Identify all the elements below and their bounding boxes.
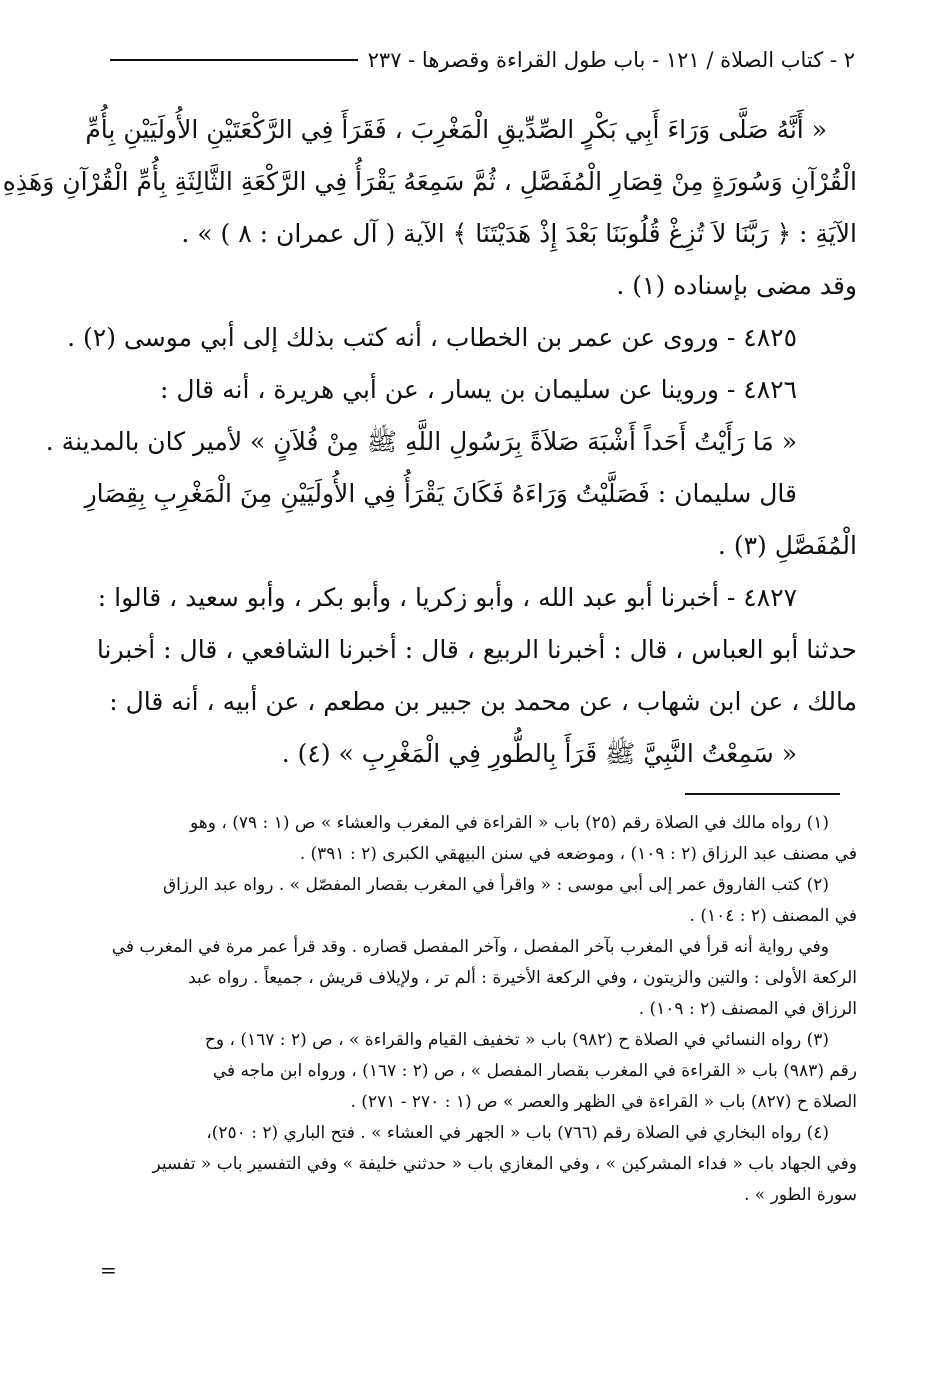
footnote-line: الركعة الأولى : والتين والزيتون ، وفي الركعة الأخيرة : ألم تر ، ولإيلاف قريش ، جميعاً . رواه عبد (188, 968, 857, 988)
text-line: ٤٨٢٦ - وروينا عن سليمان بن يسار ، عن أبي هريرة ، أنه قال : (160, 375, 797, 404)
text-line: « سَمِعْتُ النَّبِيَّ ﷺ قَرَأَ بِالطُّورِ فِي الْمَغْرِبِ » (٤) . (281, 739, 797, 768)
footnote-line: في المصنف (٢ : ١٠٤) . (689, 906, 857, 926)
text-line: ٤٨٢٧ - أخبرنا أبو عبد الله ، وأبو زكريا ، وأبو بكر ، وأبو سعيد ، قالوا : (97, 583, 797, 612)
text-line: « أَنَّهُ صَلَّى وَرَاءَ أَبِي بَكْرٍ الصِّدِّيقِ الْمَغْرِبَ ، فَقَرَأَ فِي الرَّكْعَتَيْنِ الأُولَيَيْنِ بِأُمِّ (85, 115, 827, 144)
footnote-line: سورة الطور » . (744, 1185, 857, 1205)
footnote-separator (685, 793, 840, 795)
footnote-line: وفي الجهاد باب « فداء المشركين » ، وفي المغازي باب « حدثني خليفة » وفي التفسير باب « تفسير (152, 1154, 857, 1174)
text-line: الْمُفَصَّلِ (٣) . (717, 531, 857, 560)
footnote-line: رقم (٩٨٣) باب « القراءة في المغرب بقصار المفصل » ، ص (٢ : ١٦٧) ، ورواه ابن ماجه في (212, 1061, 857, 1081)
footnote-line: (٢) كتب الفاروق عمر إلى أبي موسى : « واقرأ في المغرب بقصار المفصّل » . رواه عبد الرزاق (162, 875, 829, 895)
text-line: قال سليمان : فَصَلَّيْتُ وَرَاءَهُ فَكَانَ يَقْرَأُ فِي الأُولَيَيْنِ مِنَ الْمَغْرِبِ بِقِصَارِ (84, 479, 797, 508)
text-line: وقد مضى بإسناده (١) . (616, 271, 857, 300)
footnote-line: الرزاق في المصنف (٢ : ١٠٩) . (638, 999, 857, 1019)
running-header (110, 40, 855, 80)
main-text (2, 104, 857, 780)
footnote-line: (٣) رواه النسائي في الصلاة ح (٩٨٢) باب « تخفيف القيام والقراءة » ، ص (٢ : ١٦٧) ، وح (204, 1030, 829, 1050)
end-mark: = (100, 1258, 117, 1282)
footnote-line: الصلاة ح (٨٢٧) باب « القراءة في الظهر والعصر » ص (١ : ٢٧٠ - ٢٧١) . (350, 1092, 857, 1112)
footnote-line: وفي رواية أنه قرأ في المغرب بآخر المفصل ، وآخر المفصل قصاره . وقد قرأ عمر مرة في المغرب في (111, 937, 829, 957)
footnote-line: (١) رواه مالك في الصلاة رقم (٢٥) باب « القراءة في المغرب والعشاء » ص (١ : ٧٩) ، وهو (189, 813, 829, 833)
header-text: ٢ - كتاب الصلاة / ١٢١ - باب طول القراءة وقصرها - ٢٣٧ (367, 48, 855, 72)
footnote-line: (٤) رواه البخاري في الصلاة رقم (٧٦٦) باب « الجهر في العشاء » . فتح الباري (٢ : ٢٥٠)، (206, 1123, 829, 1143)
text-line: مالك ، عن ابن شهاب ، عن محمد بن جبير بن مطعم ، عن أبيه ، أنه قال : (109, 687, 857, 716)
text-line: حدثنا أبو العباس ، قال : أخبرنا الربيع ، قال : أخبرنا الشافعي ، قال : أخبرنا (96, 635, 857, 664)
text-line: « مَا رَأَيْتُ أَحَداً أَشْبَهَ صَلاَةً بِرَسُولِ اللَّهِ ﷺ مِنْ فُلاَنٍ » لأمير كان بالمدينة . (45, 427, 797, 456)
footnotes (84, 808, 857, 1211)
header-rule (110, 59, 358, 61)
text-line: الْقُرْآنِ وَسُورَةٍ مِنْ قِصَارِ الْمُفَصَّلِ ، ثُمَّ سَمِعَهُ يَقْرَأُ فِي الرَّكْعَةِ الثَّالِثَةِ بِأُمِّ الْقُرْآنِ وَهَذِهِ (2, 167, 857, 196)
footnote-line: في مصنف عبد الرزاق (٢ : ١٠٩) ، وموضعه في سنن البيهقي الكبرى (٢ : ٣٩١) . (299, 844, 857, 864)
text-line: ٤٨٢٥ - وروى عن عمر بن الخطاب ، أنه كتب بذلك إلى أبي موسى (٢) . (67, 323, 797, 352)
text-line: الآيَةِ : ﴿ رَبَّنَا لاَ تُزِغْ قُلُوبَنَا بَعْدَ إِذْ هَدَيْتَنَا ﴾ الآية ( آل عمران : ٨ ) » . (181, 219, 857, 248)
